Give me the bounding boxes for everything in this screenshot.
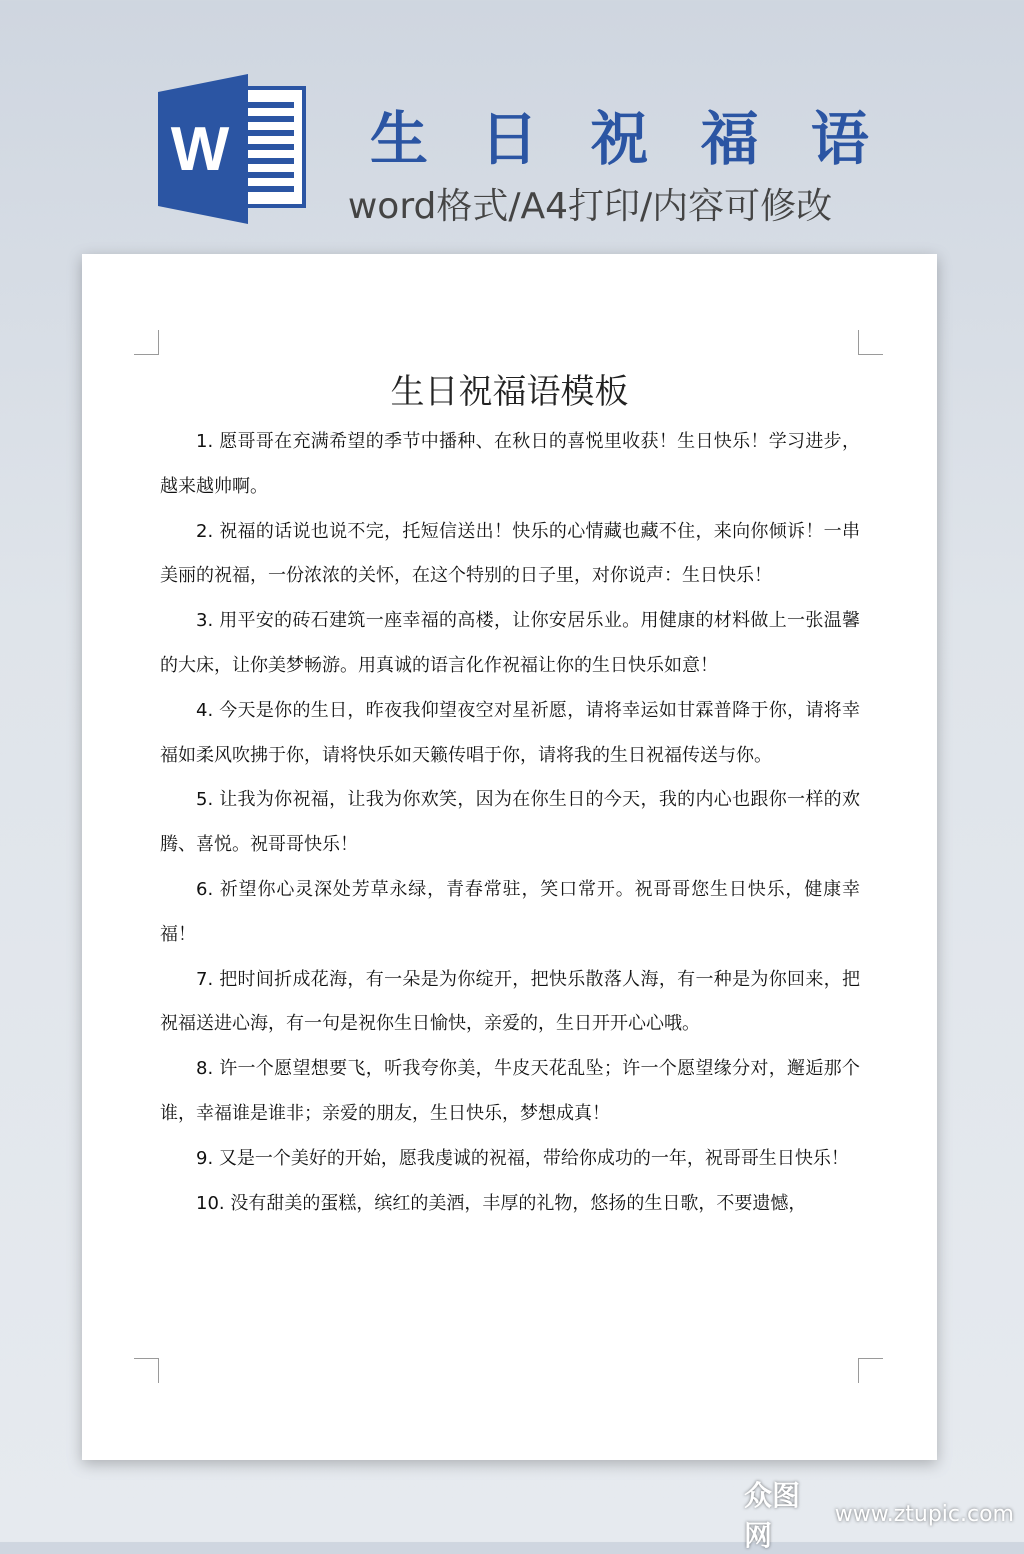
paragraph: 5. 让我为你祝福，让我为你欢笑，因为在你生日的今天，我的内心也跟你一样的欢腾、喜悦。祝哥哥快乐！ <box>160 789 860 856</box>
banner-subtitle: word格式/A4打印/内容可修改 <box>347 186 833 227</box>
margin-mark-bottom-right <box>858 1358 883 1383</box>
margin-mark-top-left <box>134 330 159 355</box>
document-page <box>82 254 937 1460</box>
banner-title: 生 日 祝 福 语 <box>370 105 885 173</box>
microsoft-word-icon <box>158 74 310 224</box>
paragraph: 6. 祈望你心灵深处芳草永绿，青春常驻，笑口常开。祝哥哥您生日快乐，健康幸福！ <box>160 878 860 945</box>
watermark-logo: 众图网 <box>744 1479 801 1552</box>
paragraph: 7. 把时间折成花海，有一朵是为你绽开，把快乐散落人海，有一种是为你回来，把祝福送进心海，有一句是祝你生日愉快，亲爱的，生日开开心心哦。 <box>160 968 860 1035</box>
header-banner <box>0 0 1024 250</box>
document-body <box>160 420 860 1226</box>
paragraph: 8. 许一个愿望想要飞，听我夸你美，牛皮天花乱坠；许一个愿望缘分对，邂逅那个谁，幸福谁是谁非；亲爱的朋友，生日快乐，梦想成真！ <box>160 1058 860 1124</box>
paragraph: 4. 今天是你的生日，昨夜我仰望夜空对星祈愿，请将幸运如甘霖普降于你，请将幸福如柔风吹拂于你，请将快乐如天籁传唱于你，请将我的生日祝福传送与你。 <box>160 699 860 766</box>
paragraph: 9. 又是一个美好的开始，愿我虔诚的祝福，带给你成功的一年，祝哥哥生日快乐！ <box>196 1147 849 1169</box>
paragraph: 1. 愿哥哥在充满希望的季节中播种、在秋日的喜悦里收获！生日快乐！学习进步，越来越帅啊。 <box>160 431 860 497</box>
document-title: 生日祝福语模板 <box>390 372 629 412</box>
margin-mark-top-right <box>858 330 883 355</box>
margin-mark-bottom-left <box>134 1358 159 1383</box>
word-logo-letter: W <box>170 115 230 184</box>
paragraph: 3. 用平安的砖石建筑一座幸福的高楼，让你安居乐业。用健康的材料做上一张温馨的大床，让你美梦畅游。用真诚的语言化作祝福让你的生日快乐如意！ <box>160 610 860 676</box>
paragraph: 2. 祝福的话说也说不完，托短信送出！快乐的心情藏也藏不住，来向你倾诉！一串美丽的祝福，一份浓浓的关怀，在这个特别的日子里，对你说声：生日快乐！ <box>160 520 860 587</box>
paragraph: 10. 没有甜美的蛋糕，缤红的美酒，丰厚的礼物，悠扬的生日歌，不要遗憾， <box>196 1192 807 1214</box>
watermark-url: www.ztupic.com <box>834 1501 1014 1527</box>
watermark <box>744 1479 1014 1552</box>
